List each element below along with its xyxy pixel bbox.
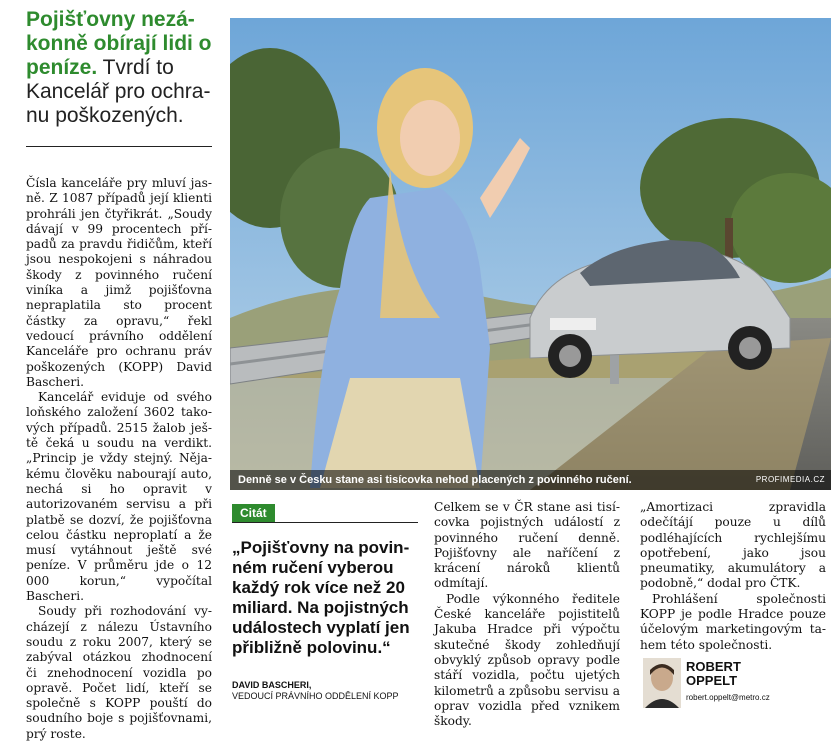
- paragraph: Podle výkonného ředitele České kanceláře pojistitelů Jakuba Hradce při výpočtu skutečné škody zohledňují obvyklý způsob opravy podle stáří vozidla, počtu ujetých kilometrů a způsobu servisu a oprav vozidla před vznikem škody.: [434, 591, 620, 729]
- photo-caption-bar: [230, 470, 831, 490]
- quote-text: „Pojišťovny na povinném ručení vyberou každý rok více než 20 miliard. Na pojistných událostech vyplatí jen přibližně polovinu.“: [232, 538, 410, 657]
- photo-caption: Denně se v Česku stane asi tisícovka nehod placených z povinného ručení.: [238, 474, 632, 486]
- author-first-name: ROBERT: [686, 659, 741, 674]
- author-last-name: OPPELT: [686, 673, 738, 688]
- quote-divider: [232, 522, 418, 523]
- photo-illustration: [230, 18, 831, 490]
- photo-credit: PROFIMEDIA.CZ: [755, 475, 825, 484]
- paragraph: Kancelář eviduje od svého loňského založení 3602 takových případů. 2515 žalob ještě čeká u soudu na verdikt. „Princip je vždy stejný. Nějakému člověku nabourají auto, nechá si ho opravit v autorizovaném servisu a při platbě se dozví, že pojišťovna celou částku neproplatí a že musí vytáhnout ještě své peníze. V průměru jde o 12 000 korun,“ vypočítal Bascheri.: [26, 390, 212, 604]
- quote-author: [232, 680, 399, 702]
- paragraph: Soudy při rozhodování vycházejí z nálezu Ústavního soudu z roku 2007, který se zabýval otázkou zhodnocení či znehodnocení vozidla po opravě. Počet lidí, kteří se společně s KOPP pouští do soudního boje s pojišťovnami, prý roste.: [26, 604, 212, 741]
- lead-highlight: Pojišťovny nezákonně obírají lidi o peníze.: [26, 8, 212, 79]
- lead-paragraph: [26, 8, 216, 128]
- quote-author-role: VEDOUCÍ PRÁVNÍHO ODDĚLENÍ KOPP: [232, 691, 399, 701]
- author-avatar: [643, 658, 681, 708]
- paragraph: „Amortizaci zpravidla odečítájí pouze u dílů podléhajících rychlejšímu opotřebení, jako jsou pneumatiky, akumulátory a podobně,“ dodal pro ČTK.: [640, 500, 826, 591]
- paragraph: Celkem se v ČR stane asi tisícovka pojistných událostí z povinného ručení denně. Pojišťovny ale naříčení z krácení nároků klientů odmítají.: [434, 500, 620, 591]
- quote-author-name: DAVID BASCHERI,: [232, 680, 312, 690]
- author-portrait-icon: [643, 658, 681, 708]
- quote-badge: Citát: [232, 504, 275, 522]
- author-name: [686, 660, 741, 688]
- paragraph: Prohlášení společnosti KOPP je podle Hradce pouze účelovým marketingovým tahem této společnosti.: [640, 591, 826, 652]
- lead-divider: [26, 146, 212, 147]
- accident-photo: [230, 18, 831, 490]
- article-column-4: [640, 500, 826, 653]
- lead-rest: Tvrdí to Kancelář pro ochranu poškozených.: [26, 56, 211, 127]
- article-column-1: [26, 176, 212, 742]
- paragraph: Čísla kanceláře pry mluví jasně. Z 1087 případů její klienti prohráli jen čtyřikrát. „Soudy dávají v 99 procentech případů za pravdu řidičům, kteří jsou nespokojeni s náhradou škody z povinného ručení viníka a jimž pojišťovna nepraplatila sto procent částky za opravu,“ řekl vedoucí právního oddělení Kanceláře pro ochranu práv poškozených (KOPP) David Bascheri.: [26, 176, 212, 389]
- author-email[interactable]: robert.oppelt@metro.cz: [686, 693, 770, 702]
- article-column-3: [434, 500, 620, 729]
